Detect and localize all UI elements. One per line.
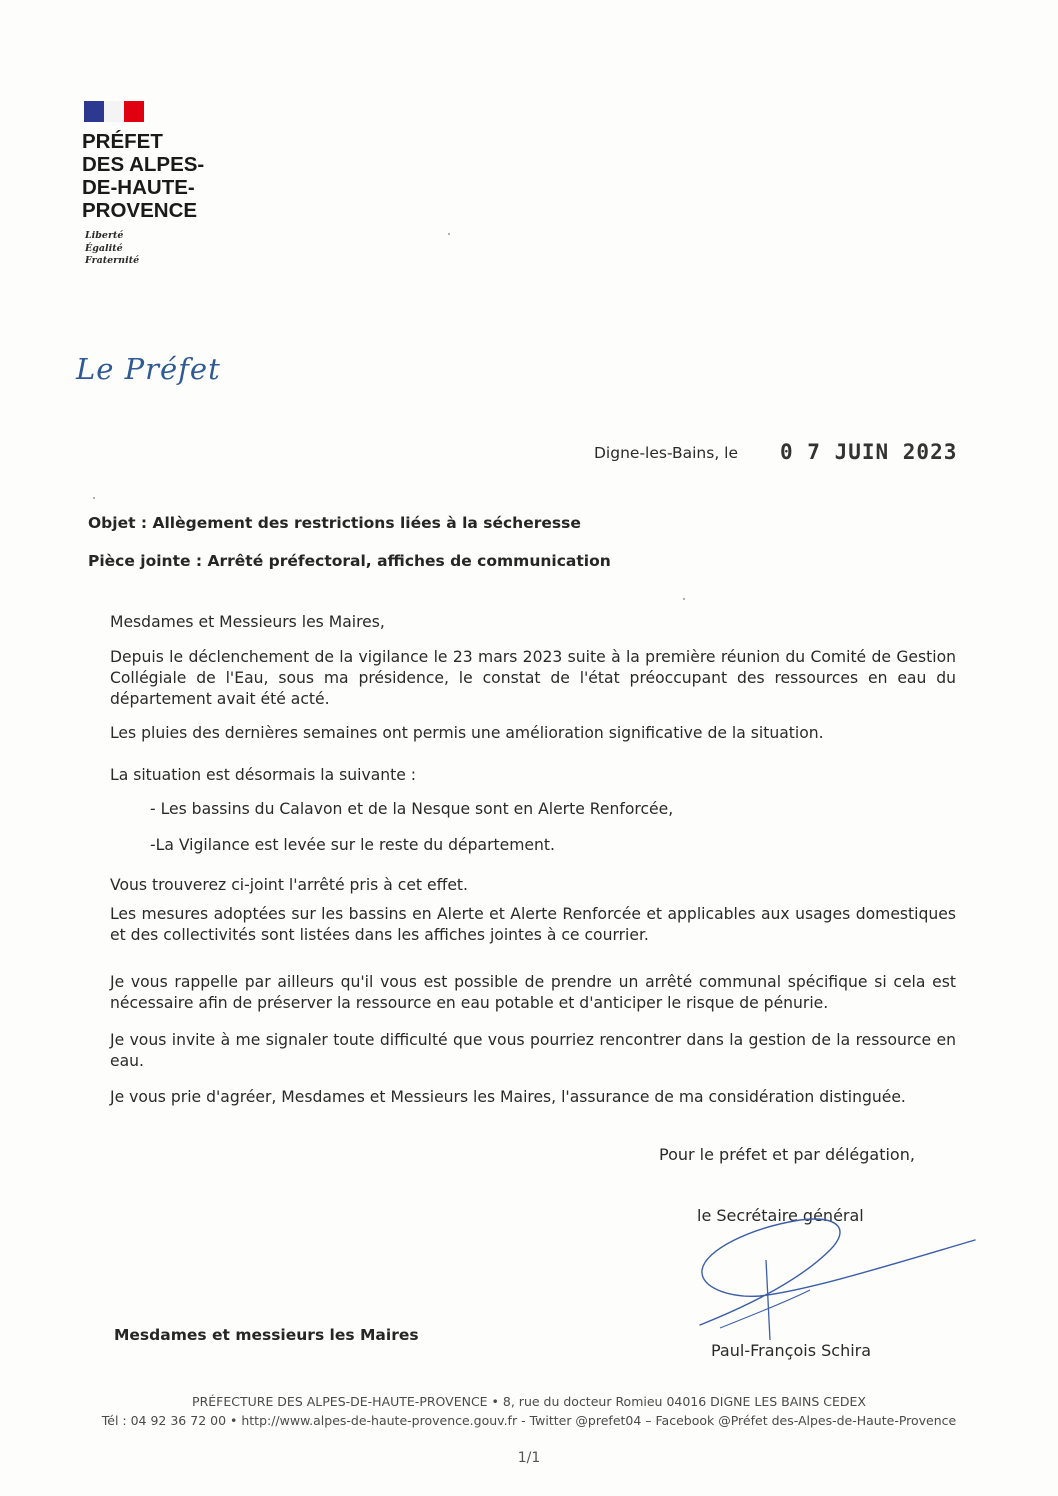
list-item-vigilance: -La Vigilance est levée sur le reste du département. <box>150 836 555 854</box>
footer-contact <box>0 1413 1058 1428</box>
footer-website-link[interactable]: http://www.alpes-de-haute-provence.gouv.fr <box>241 1413 518 1428</box>
prefecture-name-line-1: PRÉFET <box>82 130 163 153</box>
scan-speck <box>448 233 450 235</box>
closing-delegation: Pour le préfet et par délégation, <box>659 1145 915 1164</box>
date-place: Digne-les-Bains, le <box>594 444 739 462</box>
footer-address: PRÉFECTURE DES ALPES-DE-HAUTE-PROVENCE • 8, rue du docteur Romieu 04016 DIGNE LES BAINS CEDEX <box>192 1394 866 1409</box>
motto-fraternite: Fraternité <box>85 255 140 266</box>
motto-egalite: Égalité <box>85 242 123 254</box>
prefecture-name-line-3: DE-HAUTE- <box>82 176 195 199</box>
paragraph-report-difficulty: Je vous invite à me signaler toute difficulté que vous pourriez rencontrer dans la gestion de la ressource en eau. <box>110 1031 956 1070</box>
handwritten-signature <box>690 1210 990 1350</box>
date-stamp: 0 7 JUIN 2023 <box>780 440 958 464</box>
letterhead-title: Le Préfet <box>76 352 221 386</box>
page-number: 1/1 <box>517 1450 541 1466</box>
paragraph-regards: Je vous prie d'agréer, Mesdames et Messieurs les Maires, l'assurance de ma considération distinguée. <box>110 1088 906 1106</box>
motto-liberte: Liberté <box>85 230 124 241</box>
salutation: Mesdames et Messieurs les Maires, <box>110 613 385 631</box>
footer-social: - Twitter @prefet04 – Facebook @Préfet des-Alpes-de-Haute-Provence <box>517 1413 957 1428</box>
prefecture-name-line-2: DES ALPES- <box>82 153 205 176</box>
list-item-calavon: - Les bassins du Calavon et de la Nesque sont en Alerte Renforcée, <box>150 800 674 818</box>
scan-speck <box>683 598 685 600</box>
footer-phone: Tél : 04 92 36 72 00 • <box>101 1413 242 1428</box>
paragraph-attached-decree: Vous trouverez ci-joint l'arrêté pris à cet effet. <box>110 876 469 894</box>
scan-speck <box>93 497 95 499</box>
recipient: Mesdames et messieurs les Maires <box>114 1326 419 1344</box>
paragraph-municipal-decree: Je vous rappelle par ailleurs qu'il vous est possible de prendre un arrêté communal spécifique si cela est nécessaire afin de préserver la ressource en eau potable et d'anticiper le risque de pénurie. <box>110 973 956 1012</box>
paragraph-situation: La situation est désormais la suivante : <box>110 766 417 784</box>
prefecture-name <box>82 130 204 222</box>
paragraph-measures: Les mesures adoptées sur les bassins en Alerte et Alerte Renforcée et applicables aux usages domestiques et des collectivités sont listées dans les affiches jointes à ce courrier. <box>110 905 956 944</box>
subject-line: Objet : Allègement des restrictions liées à la sécheresse <box>88 514 581 532</box>
republic-motto <box>85 230 139 268</box>
paragraph-vigilance: Depuis le déclenchement de la vigilance le 23 mars 2023 suite à la première réunion du Comité de Gestion Collégiale de l'Eau, sous ma présidence, le constat de l'état préoccupant des ressources en eau du département avait été acté. <box>110 648 956 708</box>
paragraph-rain: Les pluies des dernières semaines ont permis une amélioration significative de la situation. <box>110 724 824 742</box>
prefecture-name-line-4: PROVENCE <box>82 199 198 222</box>
attachment-line: Pièce jointe : Arrêté préfectoral, affiches de communication <box>88 552 611 570</box>
closing-title: le Secrétaire général <box>697 1206 864 1225</box>
signer-name: Paul-François Schira <box>711 1341 872 1360</box>
marianne-flag-logo <box>84 101 144 122</box>
